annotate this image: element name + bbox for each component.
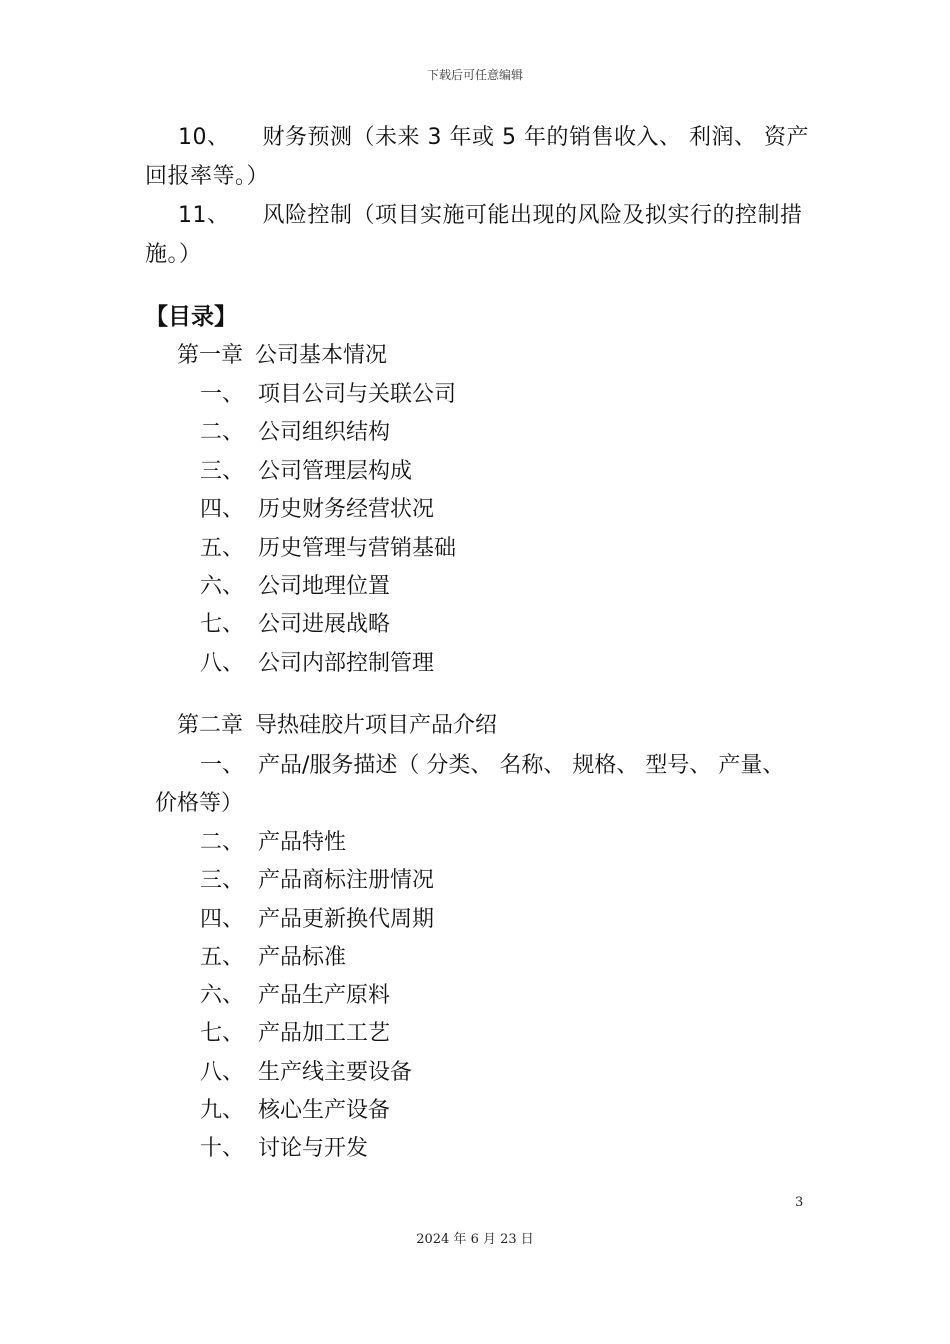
toc-item — [200, 646, 434, 677]
toc-item-text: 产品特性 — [258, 830, 347, 855]
toc-item-index: 六、 — [200, 983, 245, 1008]
toc-item-text: 讨论与开发 — [258, 1136, 369, 1161]
toc-item-text: 公司管理层构成 — [258, 459, 413, 484]
chapter-1-label: 第一章 — [177, 343, 244, 368]
toc-item-index: 五、 — [200, 536, 245, 561]
toc-item-continuation: 价格等） — [155, 791, 244, 816]
toc-item-text: 产品更新换代周期 — [258, 907, 435, 932]
paragraph-10-number: 10、 — [178, 125, 230, 150]
toc-item — [200, 454, 412, 485]
paragraph-11-line2: 施。） — [145, 242, 202, 267]
toc-item-index: 六、 — [200, 574, 245, 599]
paragraph-10-text: 财务预测（未来 3 年或 5 年的销售收入、 利润、 资产 — [262, 125, 809, 150]
toc-item-index: 一、 — [200, 753, 245, 778]
page-number: 3 — [795, 1195, 804, 1210]
toc-item-index: 七、 — [200, 1021, 245, 1046]
toc-item-text: 生产线主要设备 — [258, 1060, 413, 1085]
toc-item — [200, 863, 434, 894]
toc-item — [200, 748, 784, 779]
chapter-1-name: 公司基本情况 — [255, 343, 388, 368]
toc-item-text: 产品/服务描述（ 分类、 名称、 规格、 型号、 产量、 — [258, 753, 785, 778]
toc-item-text: 公司组织结构 — [258, 420, 391, 445]
paragraph-11-text: 风险控制（项目实施可能出现的风险及拟实行的控制措 — [262, 203, 803, 228]
toc-item-index: 八、 — [200, 1060, 245, 1085]
toc-item — [200, 1093, 390, 1124]
toc-item-index: 二、 — [200, 830, 245, 855]
toc-item-index: 四、 — [200, 497, 245, 522]
chapter-2-label: 第二章 — [177, 713, 244, 738]
toc-item-index: 二、 — [200, 420, 245, 445]
toc-item — [200, 902, 434, 933]
toc-item — [200, 569, 390, 600]
toc-item-text: 产品标准 — [258, 945, 347, 970]
paragraph-11-number: 11、 — [178, 203, 230, 228]
toc-item-text: 核心生产设备 — [258, 1098, 391, 1123]
toc-item — [200, 825, 346, 856]
chapter-2-name: 导热硅胶片项目产品介绍 — [255, 713, 498, 738]
toc-item — [200, 1055, 412, 1086]
toc-item-text: 公司地理位置 — [258, 574, 391, 599]
toc-item-index: 五、 — [200, 945, 245, 970]
toc-item-text: 项目公司与关联公司 — [258, 382, 457, 407]
toc-item-index: 十、 — [200, 1136, 245, 1161]
toc-item-text: 产品商标注册情况 — [258, 868, 435, 893]
toc-heading: 【目录】 — [145, 304, 237, 330]
page-footer-date: 2024 年 6 月 23 日 — [416, 1232, 534, 1247]
toc-item-index: 三、 — [200, 868, 245, 893]
toc-item-index: 三、 — [200, 459, 245, 484]
toc-item — [200, 607, 390, 638]
toc-item — [200, 492, 434, 523]
chapter-2-title — [177, 708, 497, 739]
toc-item — [200, 415, 390, 446]
toc-item-index: 八、 — [200, 651, 245, 676]
toc-item-text: 历史财务经营状况 — [258, 497, 435, 522]
toc-item-text: 公司内部控制管理 — [258, 651, 435, 676]
toc-item — [200, 940, 346, 971]
toc-item — [200, 1016, 390, 1047]
toc-item — [200, 377, 456, 408]
toc-item-text: 产品加工工艺 — [258, 1021, 391, 1046]
toc-item-text: 产品生产原料 — [258, 983, 391, 1008]
toc-item-text: 公司进展战略 — [258, 612, 391, 637]
paragraph-11-line1 — [178, 198, 803, 229]
toc-item-index: 七、 — [200, 612, 245, 637]
toc-item-index: 四、 — [200, 907, 245, 932]
paragraph-10-line2: 回报率等。） — [145, 164, 270, 189]
toc-item — [200, 978, 390, 1009]
toc-item — [200, 1131, 368, 1162]
toc-item-index: 九、 — [200, 1098, 245, 1123]
chapter-1-title — [177, 338, 387, 369]
paragraph-10-line1 — [178, 120, 809, 151]
toc-item-index: 一、 — [200, 382, 245, 407]
toc-item — [200, 531, 456, 562]
toc-item-text: 历史管理与营销基础 — [258, 536, 457, 561]
page-header: 下载后可任意编辑 — [426, 68, 523, 82]
